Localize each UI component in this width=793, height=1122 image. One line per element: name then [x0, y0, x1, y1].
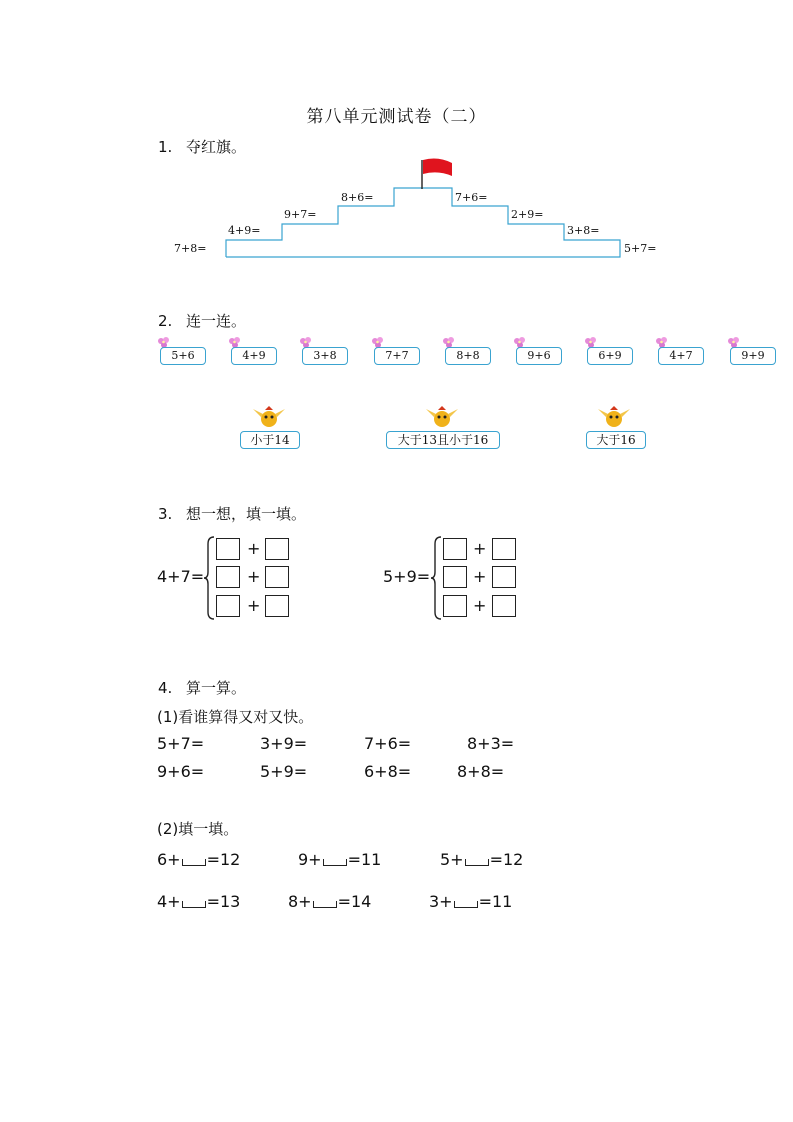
fill-item: 4+ =13	[157, 892, 241, 911]
fill-item: 3+ =11	[429, 892, 513, 911]
expression-card[interactable]: 9+9	[730, 347, 776, 365]
calc-item: 7+6=	[364, 734, 412, 753]
answer-box[interactable]	[443, 595, 467, 617]
bird-icon	[596, 405, 632, 431]
answer-box[interactable]	[443, 538, 467, 560]
plus-sign: +	[473, 596, 487, 615]
decompose-equation-1: 4+7=	[157, 567, 205, 586]
step-6-expression: 2+9=	[511, 208, 544, 221]
part-1-label: (1)看谁算得又对又快。	[157, 708, 314, 726]
answer-box[interactable]	[265, 595, 289, 617]
answer-box[interactable]	[265, 538, 289, 560]
section-title: 想一想，填一填。	[186, 505, 307, 523]
section-number: 3.	[158, 505, 173, 523]
section-number: 2.	[158, 312, 173, 330]
step-5-expression: 7+6=	[455, 191, 488, 204]
answer-box[interactable]	[216, 595, 240, 617]
fill-item: 5+ =12	[440, 850, 524, 869]
expression-card[interactable]: 6+9	[587, 347, 633, 365]
fill-blank[interactable]	[465, 859, 489, 866]
expression-card[interactable]: 4+7	[658, 347, 704, 365]
calc-item: 5+7=	[157, 734, 205, 753]
red-flag-icon	[423, 159, 452, 176]
section-1-heading	[158, 136, 246, 157]
section-number: 1.	[158, 138, 173, 156]
staircase-outline	[226, 188, 620, 257]
target-greater-than-16: 大于16	[586, 431, 646, 449]
section-title: 算一算。	[186, 679, 247, 697]
expression-card[interactable]: 7+7	[374, 347, 420, 365]
fill-blank[interactable]	[313, 901, 337, 908]
fill-blank[interactable]	[182, 859, 206, 866]
answer-box[interactable]	[216, 538, 240, 560]
target-between-13-and-16: 大于13且小于16	[386, 431, 500, 449]
part-2-label: (2)填一填。	[157, 820, 239, 838]
fill-item: 9+ =11	[298, 850, 382, 869]
answer-box[interactable]	[492, 538, 516, 560]
answer-box[interactable]	[443, 566, 467, 588]
bird-icon	[424, 405, 460, 431]
expression-card[interactable]: 4+9	[231, 347, 277, 365]
expression-card[interactable]: 8+8	[445, 347, 491, 365]
brace-icon	[203, 536, 215, 620]
plus-sign: +	[247, 596, 261, 615]
target-less-than-14: 小于14	[240, 431, 300, 449]
calc-item: 3+9=	[260, 734, 308, 753]
section-3-heading	[158, 503, 306, 524]
expression-card[interactable]: 9+6	[516, 347, 562, 365]
step-7-expression: 3+8=	[567, 224, 600, 237]
section-2-heading	[158, 310, 246, 331]
section-title: 连一连。	[186, 312, 247, 330]
step-4-expression: 8+6=	[341, 191, 374, 204]
plus-sign: +	[247, 567, 261, 586]
calc-item: 5+9=	[260, 762, 308, 781]
plus-sign: +	[247, 539, 261, 558]
answer-box[interactable]	[492, 595, 516, 617]
calc-item: 6+8=	[364, 762, 412, 781]
section-title: 夺红旗。	[186, 138, 247, 156]
answer-box[interactable]	[492, 566, 516, 588]
fill-blank[interactable]	[182, 901, 206, 908]
fill-item: 6+ =12	[157, 850, 241, 869]
brace-icon	[430, 536, 442, 620]
fill-item: 8+ =14	[288, 892, 372, 911]
calc-item: 9+6=	[157, 762, 205, 781]
step-2-expression: 4+9=	[228, 224, 261, 237]
calc-item: 8+3=	[467, 734, 515, 753]
plus-sign: +	[473, 539, 487, 558]
fill-blank[interactable]	[323, 859, 347, 866]
expression-card[interactable]: 5+6	[160, 347, 206, 365]
step-8-expression: 5+7=	[624, 242, 657, 255]
step-1-expression: 7+8=	[174, 242, 207, 255]
expression-card[interactable]: 3+8	[302, 347, 348, 365]
bird-icon	[251, 405, 287, 431]
staircase-diagram	[0, 0, 793, 300]
answer-box[interactable]	[265, 566, 289, 588]
plus-sign: +	[473, 567, 487, 586]
decompose-equation-2: 5+9=	[383, 567, 431, 586]
answer-box[interactable]	[216, 566, 240, 588]
fill-blank[interactable]	[454, 901, 478, 908]
section-4-heading	[158, 677, 246, 698]
step-3-expression: 9+7=	[284, 208, 317, 221]
calc-item: 8+8=	[457, 762, 505, 781]
section-number: 4.	[158, 679, 173, 697]
page-title: 第八单元测试卷（二）	[306, 107, 487, 127]
